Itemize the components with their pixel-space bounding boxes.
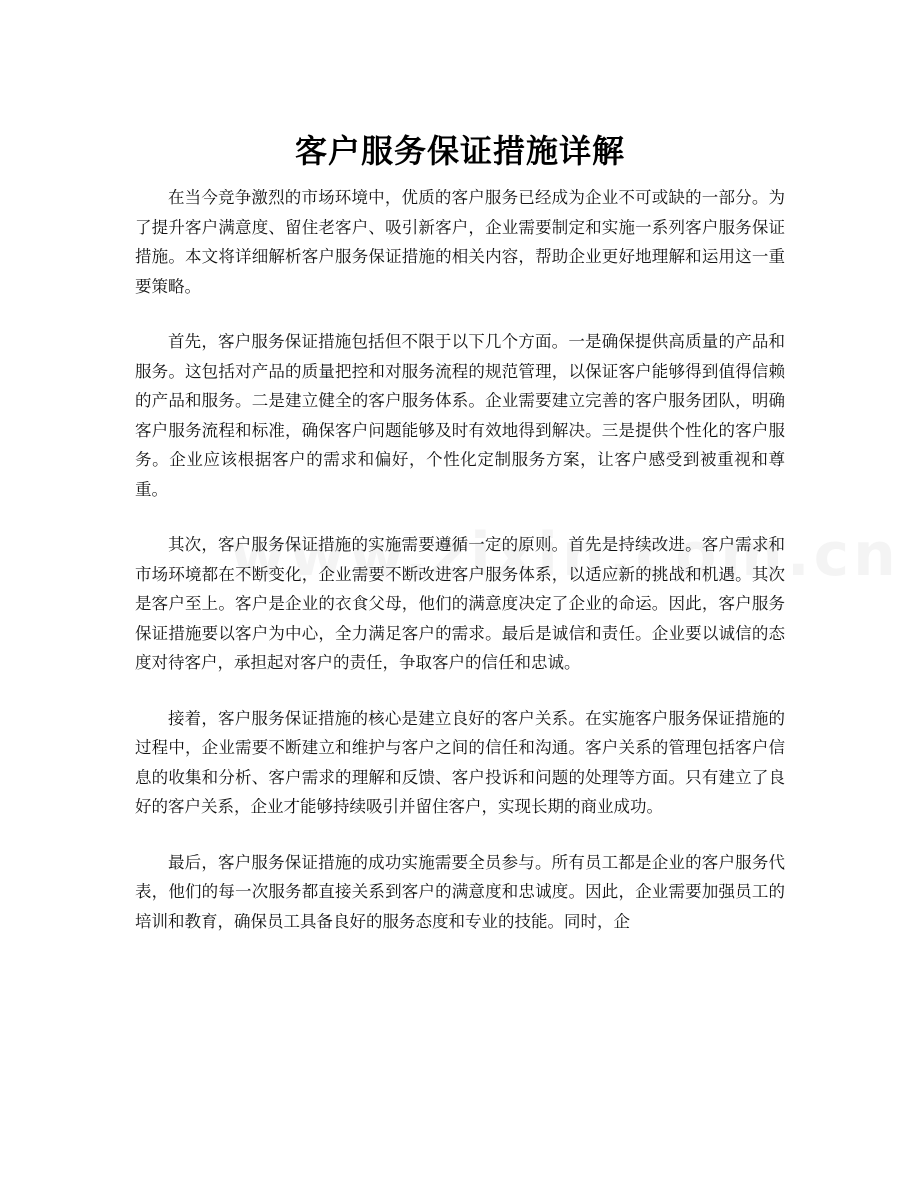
- document-body: [135, 183, 785, 962]
- paragraph-second: 其次，客户服务保证措施的实施需要遵循一定的原则。首先是持续改进。客户需求和市场环境都在不断变化，企业需要不断改进客户服务体系，以适应新的挑战和机遇。其次是客户至上。客户是企业的衣食父母，他们的满意度决定了企业的命运。因此，客户服务保证措施要以客户为中心，全力满足客户的需求。最后是诚信和责任。企业要以诚信的态度对待客户，承担起对客户的责任，争取客户的信任和忠诚。: [135, 535, 785, 672]
- paragraph-final: 最后，客户服务保证措施的成功实施需要全员参与。所有员工都是企业的客户服务代表，他们的每一次服务都直接关系到客户的满意度和忠诚度。因此，企业需要加强员工的培训和教育，确保员工具备良好的服务态度和专业的技能。同时，企: [135, 852, 785, 931]
- paragraph-third: 接着，客户服务保证措施的核心是建立良好的客户关系。在实施客户服务保证措施的过程中，企业需要不断建立和维护与客户之间的信任和沟通。客户关系的管理包括客户信息的收集和分析、客户需求的理解和反馈、客户投诉和问题的处理等方面。只有建立了良好的客户关系，企业才能够持续吸引并留住客户，实现长期的商业成功。: [135, 708, 785, 816]
- document-title: 客户服务保证措施详解: [294, 132, 625, 171]
- paragraph-intro: 在当今竞争激烈的市场环境中，优质的客户服务已经成为企业不可或缺的一部分。为了提升客户满意度、留住老客户、吸引新客户，企业需要制定和实施一系列客户服务保证措施。本文将详细解析客户服务保证措施的相关内容，帮助企业更好地理解和运用这一重要策略。: [135, 188, 785, 296]
- paragraph-first: 首先，客户服务保证措施包括但不限于以下几个方面。一是确保提供高质量的产品和服务。这包括对产品的质量把控和对服务流程的规范管理，以保证客户能够得到值得信赖的产品和服务。二是建立健全的客户服务体系。企业需要建立完善的客户服务团队，明确客户服务流程和标准，确保客户问题能够及时有效地得到解决。三是提供个性化的客户服务。企业应该根据客户的需求和偏好，个性化定制服务方案，让客户感受到被重视和尊重。: [135, 332, 785, 499]
